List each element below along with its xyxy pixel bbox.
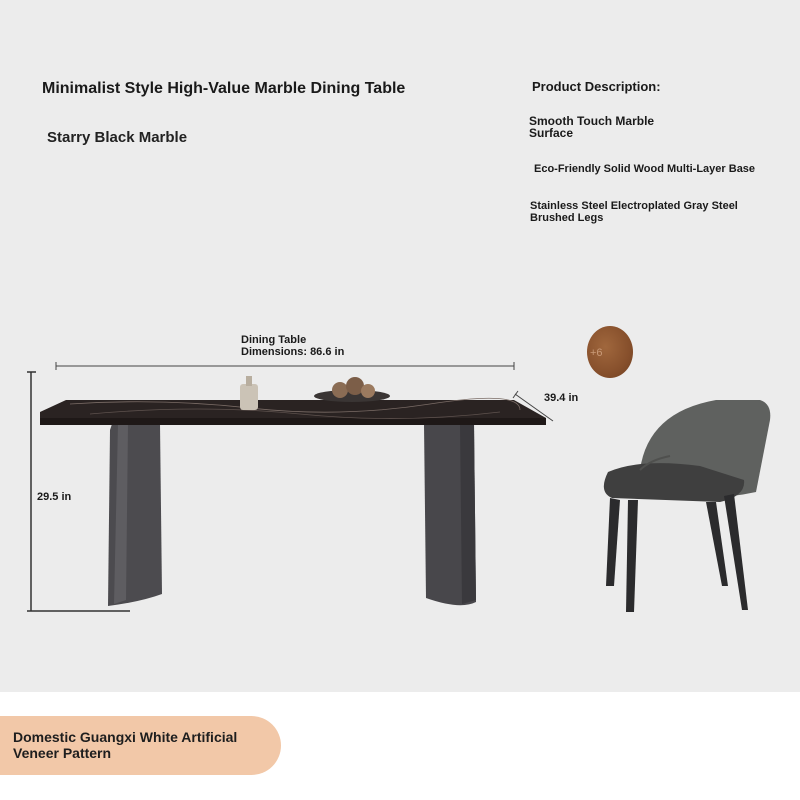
length-dimension-label: Dining Table Dimensions: 86.6 in (241, 334, 345, 358)
product-title: Minimalist Style High-Value Marble Dining Table (42, 80, 406, 97)
fruit-bowl-decor (314, 377, 390, 402)
table-legs (108, 424, 476, 606)
product-subtitle: Starry Black Marble (47, 129, 188, 146)
feature-legs: Stainless Steel Electroplated Gray Steel Brushed Legs (530, 200, 738, 224)
variant-option-label[interactable]: Domestic Guangxi White Artificial Veneer Pattern (13, 729, 238, 761)
height-dimension-label: 29.5 in (37, 491, 72, 503)
feature-base: Eco-Friendly Solid Wood Multi-Layer Base (534, 163, 756, 175)
more-options-count[interactable]: +6 (590, 347, 603, 359)
feature-surface: Smooth Touch Marble Surface (529, 114, 655, 140)
vase-decor (240, 376, 258, 410)
dining-chair (604, 400, 770, 612)
width-dimension-label: 39.4 in (544, 392, 579, 404)
description-heading: Product Description: (532, 79, 661, 94)
marble-tabletop (40, 398, 546, 425)
length-dimension-line (56, 362, 514, 370)
